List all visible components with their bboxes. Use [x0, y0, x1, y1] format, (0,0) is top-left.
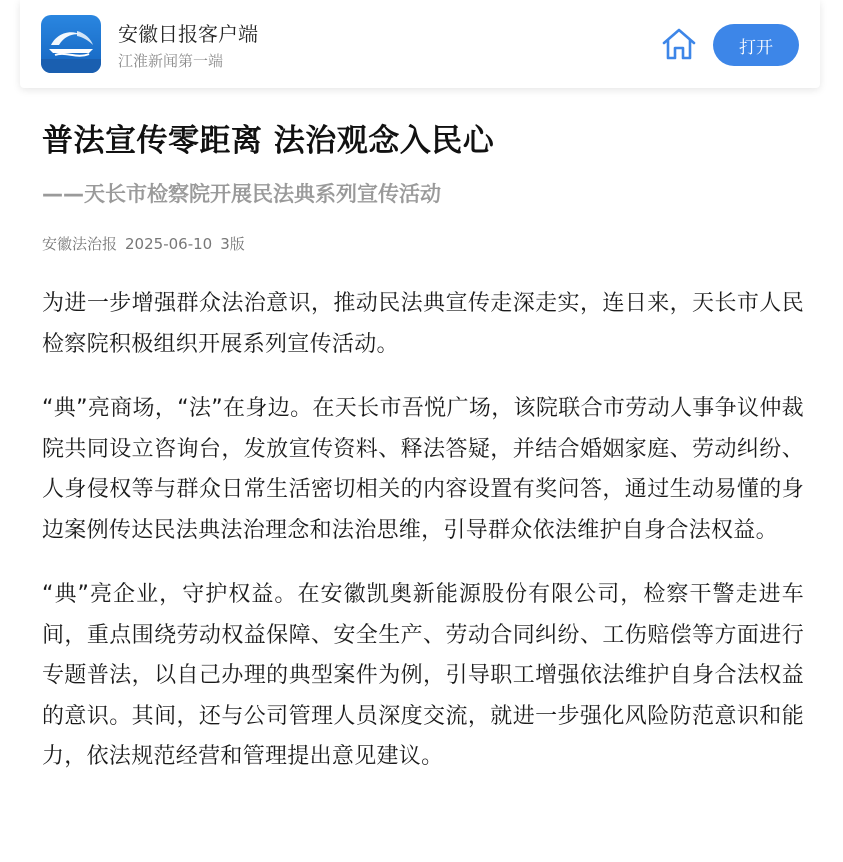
- app-name: 安徽日报客户端: [118, 22, 258, 46]
- article-subtitle: ——天长市检察院开展民法典系列宣传活动: [42, 182, 441, 206]
- article-meta: [42, 234, 804, 254]
- article-title: 普法宣传零距离 法治观念入民心: [42, 123, 495, 159]
- article-source: 安徽法治报: [42, 235, 118, 253]
- home-icon[interactable]: [660, 25, 698, 63]
- article-paragraph: “典”亮企业，守护权益。在安徽凯奥新能源股份有限公司，检察干警走进车间，重点围绕劳动权益保障、安全生产、劳动合同纠纷、工伤赔偿等方面进行专题普法，以自己办理的典型案件为例，引导职工增强依法维护自身合法权益的意识。其间，还与公司管理人员深度交流，就进一步强化风险防范意识和能力，依法规范经营和管理提出意见建议。: [42, 582, 804, 769]
- article: [42, 112, 804, 802]
- app-slogan: 江淮新闻第一端: [118, 52, 224, 70]
- article-page: 3版: [220, 235, 245, 253]
- open-app-button[interactable]: 打开: [713, 24, 799, 66]
- article-body: [42, 284, 804, 778]
- article-date: 2025-06-10: [125, 235, 213, 253]
- anhui-daily-logo[interactable]: [41, 15, 101, 73]
- article-paragraph: 为进一步增强群众法治意识，推动民法典宣传走深走实，连日来，天长市人民检察院积极组织开展系列宣传活动。: [42, 291, 804, 357]
- article-paragraph: “典”亮商场，“法”在身边。在天长市吾悦广场，该院联合市劳动人事争议仲裁院共同设立咨询台，发放宣传资料、释法答疑，并结合婚姻家庭、劳动纠纷、人身侵权等与群众日常生活密切相关的内容设置有奖问答，通过生动易懂的身边案例传达民法典法治理念和法治思维，引导群众依法维护自身合法权益。: [42, 396, 804, 543]
- app-download-bar: [20, 0, 820, 88]
